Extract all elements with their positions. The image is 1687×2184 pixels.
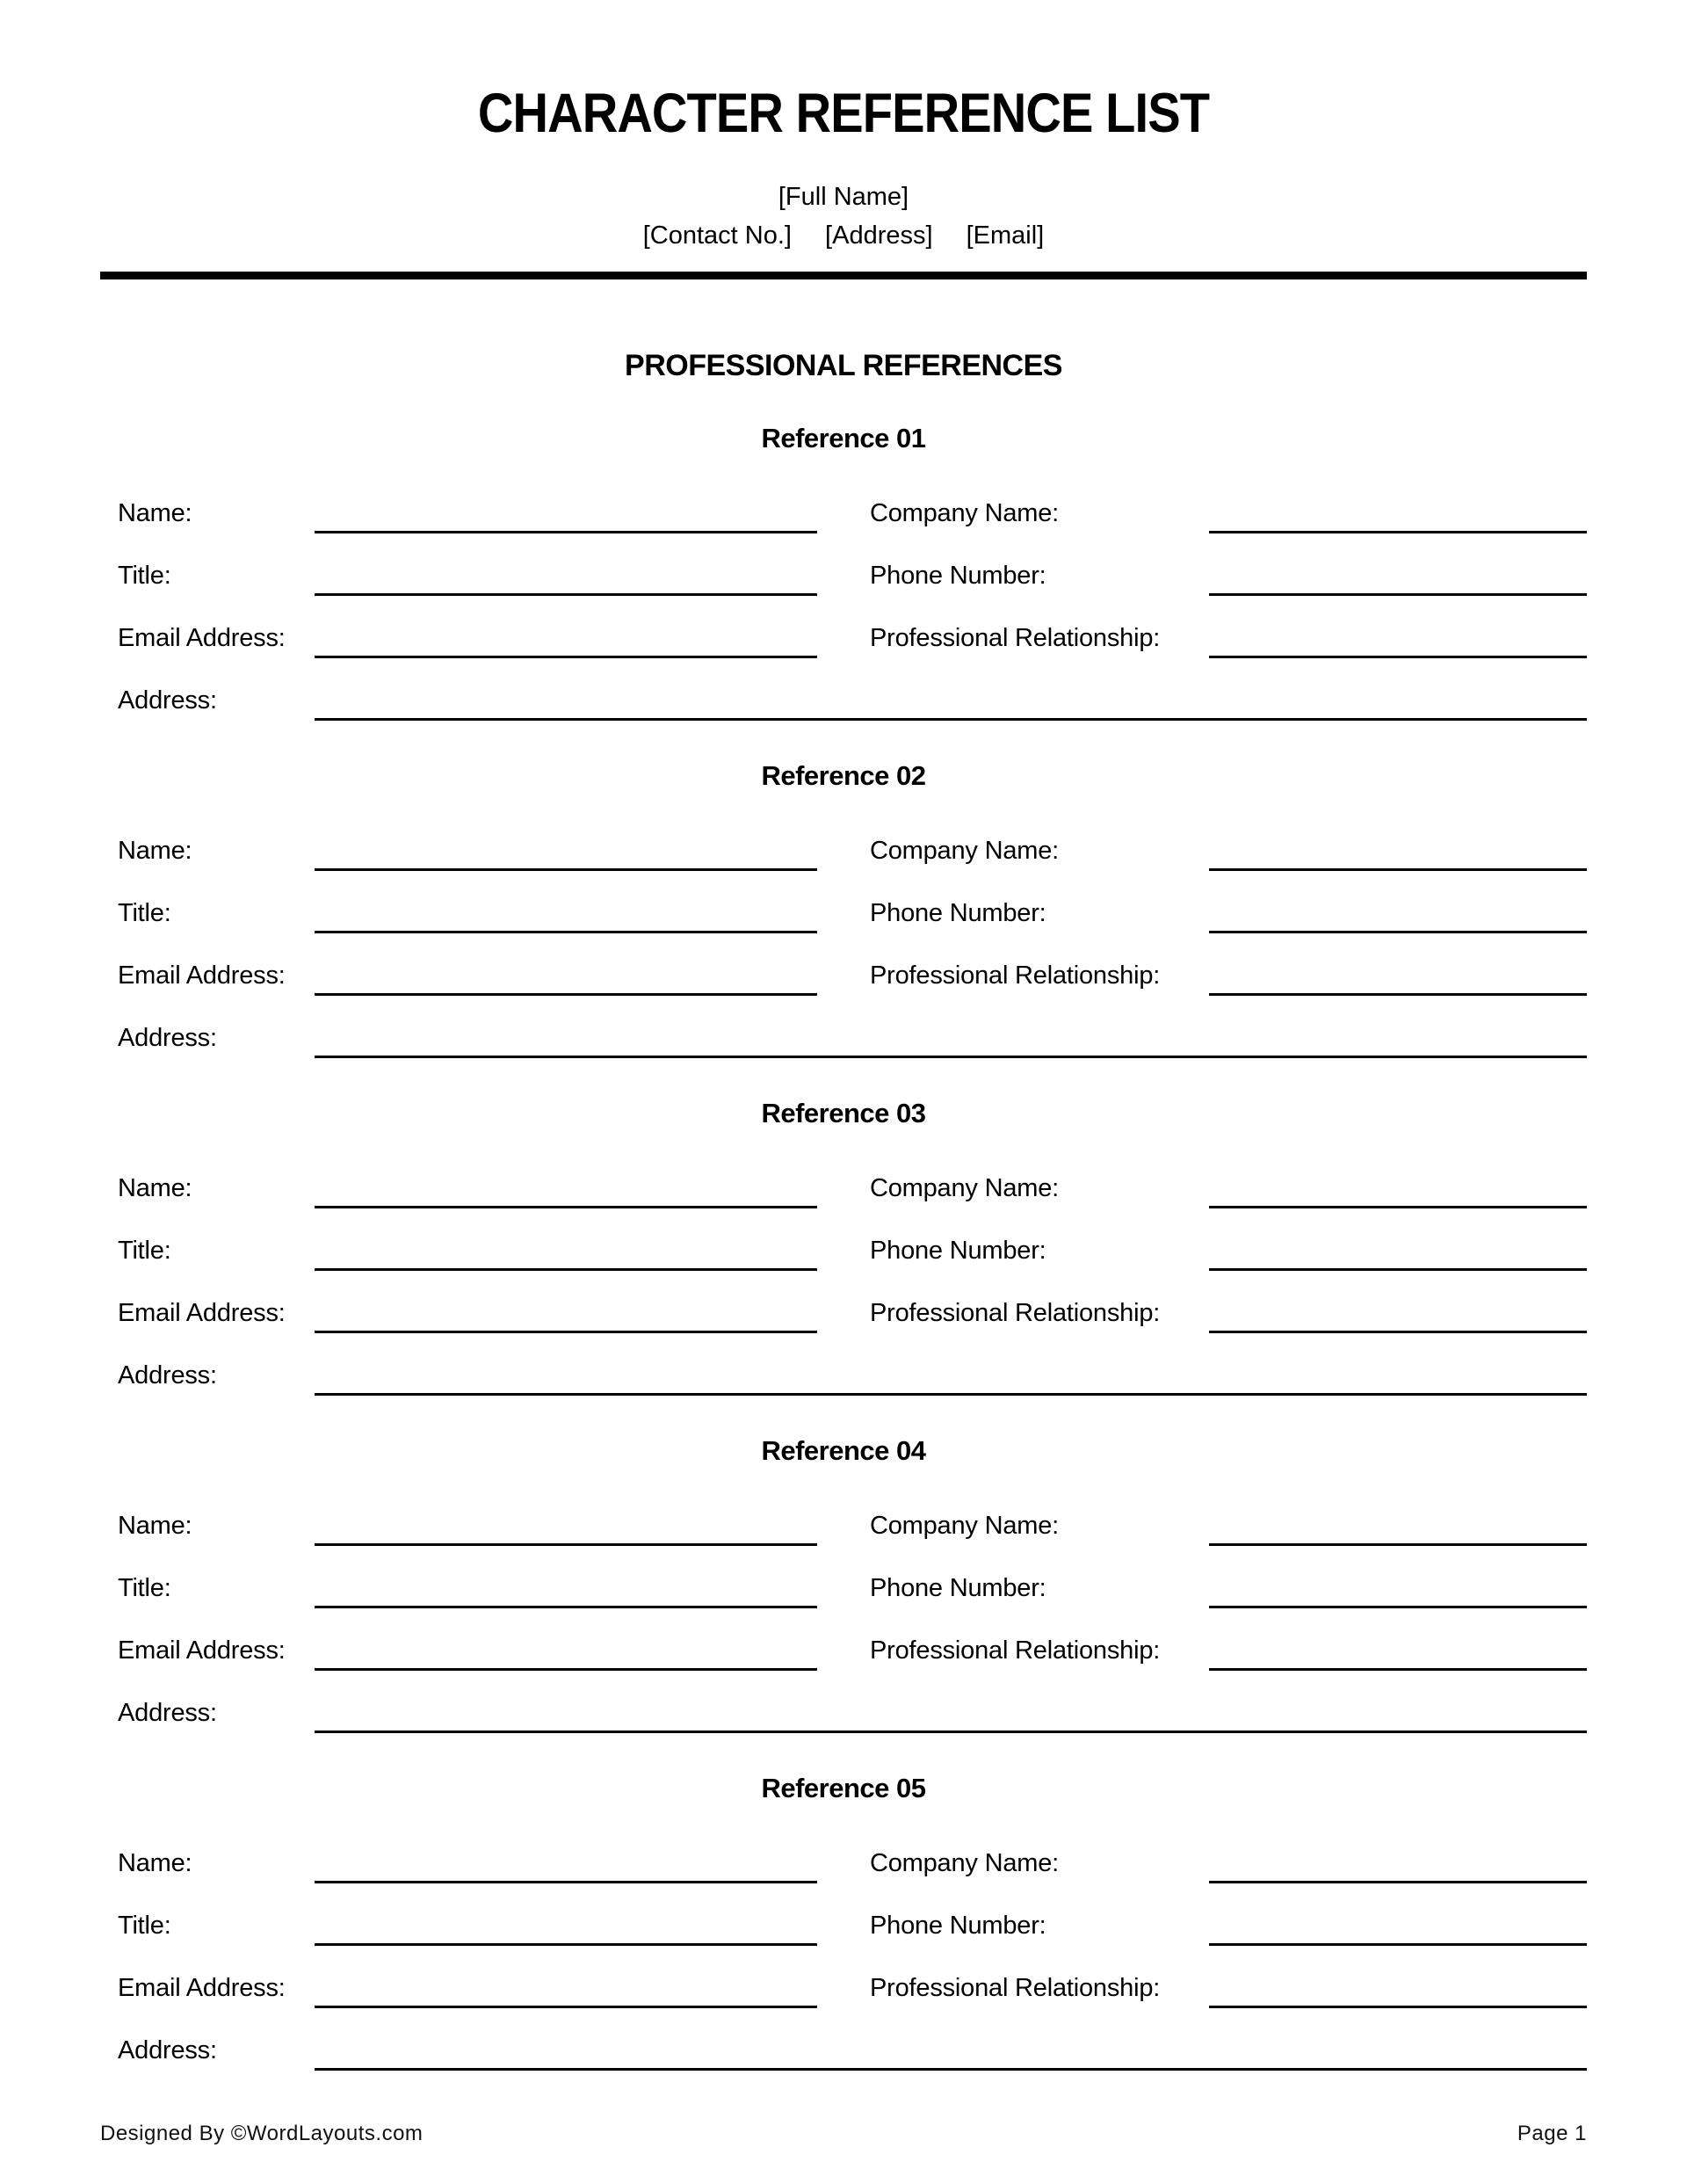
field-row: [100, 611, 1587, 658]
professional-relationship-input-line[interactable]: [1209, 611, 1587, 658]
email-address-input-line[interactable]: [315, 1623, 817, 1671]
field-row: [100, 1348, 1587, 1396]
title-input-line[interactable]: [315, 1561, 817, 1608]
reference-section-05: [100, 1772, 1587, 2071]
email-placeholder: [Email]: [966, 221, 1045, 250]
name-label: Name:: [118, 1512, 192, 1540]
phone-number-input-line[interactable]: [1209, 1898, 1587, 1946]
full-name-placeholder: [Full Name]: [778, 183, 909, 211]
company-name-label: Company Name:: [870, 1512, 1059, 1540]
field-row: [100, 673, 1587, 721]
address-label: Address:: [118, 686, 217, 715]
company-name-input-line[interactable]: [1209, 1498, 1587, 1546]
address-label: Address:: [118, 1699, 217, 1727]
company-name-label: Company Name:: [870, 837, 1059, 865]
professional-references-heading: PROFESSIONAL REFERENCES: [625, 349, 1062, 382]
page-title: CHARACTER REFERENCE LIST: [477, 83, 1210, 144]
phone-number-label: Phone Number:: [870, 899, 1046, 927]
field-row: [100, 1498, 1587, 1546]
title-label: Title:: [118, 562, 171, 590]
name-label: Name:: [118, 1849, 192, 1877]
company-name-input-line[interactable]: [1209, 1161, 1587, 1208]
contact-no-placeholder: [Contact No.]: [642, 221, 792, 250]
address-input-line[interactable]: [315, 673, 1587, 721]
title-label: Title:: [118, 1574, 171, 1602]
phone-number-label: Phone Number:: [870, 1574, 1046, 1602]
field-row: [100, 1686, 1587, 1733]
phone-number-input-line[interactable]: [1209, 886, 1587, 933]
document-header: [100, 84, 1587, 279]
field-row: [100, 1836, 1587, 1883]
field-row: [100, 486, 1587, 533]
reference-heading: Reference 02: [761, 760, 926, 791]
email-address-input-line[interactable]: [315, 611, 817, 658]
email-address-label: Email Address:: [118, 624, 286, 652]
field-row: [100, 1623, 1587, 1671]
email-address-input-line[interactable]: [315, 1286, 817, 1333]
field-row: [100, 948, 1587, 996]
reference-section-02: [100, 759, 1587, 1058]
email-address-label: Email Address:: [118, 1299, 286, 1327]
address-input-line[interactable]: [315, 1011, 1587, 1058]
professional-relationship-input-line[interactable]: [1209, 1286, 1587, 1333]
reference-heading: Reference 04: [761, 1435, 926, 1466]
address-input-line[interactable]: [315, 1348, 1587, 1396]
name-input-line[interactable]: [315, 486, 817, 533]
title-label: Title:: [118, 899, 171, 927]
field-row: [100, 1161, 1587, 1208]
email-address-label: Email Address:: [118, 1974, 286, 2002]
company-name-label: Company Name:: [870, 1174, 1059, 1202]
address-placeholder: [Address]: [825, 221, 933, 250]
title-label: Title:: [118, 1912, 171, 1940]
name-input-line[interactable]: [315, 1161, 817, 1208]
address-input-line[interactable]: [315, 1686, 1587, 1733]
phone-number-label: Phone Number:: [870, 1237, 1046, 1265]
title-label: Title:: [118, 1237, 171, 1265]
professional-relationship-input-line[interactable]: [1209, 948, 1587, 996]
professional-relationship-label: Professional Relationship:: [870, 961, 1161, 990]
professional-relationship-input-line[interactable]: [1209, 1623, 1587, 1671]
professional-relationship-label: Professional Relationship:: [870, 1299, 1161, 1327]
phone-number-input-line[interactable]: [1209, 1223, 1587, 1271]
professional-relationship-label: Professional Relationship:: [870, 1974, 1161, 2002]
address-label: Address:: [118, 1361, 217, 1389]
field-row: [100, 1011, 1587, 1058]
professional-relationship-input-line[interactable]: [1209, 1961, 1587, 2008]
name-label: Name:: [118, 837, 192, 865]
company-name-label: Company Name:: [870, 1849, 1059, 1877]
field-row: [100, 1961, 1587, 2008]
address-input-line[interactable]: [315, 2023, 1587, 2071]
company-name-label: Company Name:: [870, 499, 1059, 527]
address-label: Address:: [118, 1024, 217, 1052]
name-input-line[interactable]: [315, 1498, 817, 1546]
name-label: Name:: [118, 499, 192, 527]
reference-section-03: [100, 1097, 1587, 1396]
title-input-line[interactable]: [315, 1898, 817, 1946]
address-label: Address:: [118, 2036, 217, 2064]
email-address-input-line[interactable]: [315, 1961, 817, 2008]
company-name-input-line[interactable]: [1209, 824, 1587, 871]
field-row: [100, 1286, 1587, 1333]
page-number: Page 1: [1517, 2122, 1587, 2145]
field-row: [100, 824, 1587, 871]
footer-credit: Designed By ©WordLayouts.com: [100, 2122, 424, 2145]
reference-section-04: [100, 1434, 1587, 1733]
phone-number-input-line[interactable]: [1209, 548, 1587, 596]
name-input-line[interactable]: [315, 824, 817, 871]
field-row: [100, 1223, 1587, 1271]
phone-number-label: Phone Number:: [870, 562, 1046, 590]
field-row: [100, 1561, 1587, 1608]
name-input-line[interactable]: [315, 1836, 817, 1883]
name-label: Name:: [118, 1174, 192, 1202]
email-address-input-line[interactable]: [315, 948, 817, 996]
field-row: [100, 1898, 1587, 1946]
field-row: [100, 2023, 1587, 2071]
reference-section-01: [100, 422, 1587, 721]
company-name-input-line[interactable]: [1209, 486, 1587, 533]
phone-number-input-line[interactable]: [1209, 1561, 1587, 1608]
page-footer: [100, 2122, 1587, 2145]
phone-number-label: Phone Number:: [870, 1912, 1046, 1940]
professional-relationship-label: Professional Relationship:: [870, 1636, 1161, 1665]
reference-heading: Reference 01: [761, 423, 926, 453]
title-input-line[interactable]: [315, 886, 817, 933]
title-input-line[interactable]: [315, 548, 817, 596]
email-address-label: Email Address:: [118, 961, 286, 990]
email-address-label: Email Address:: [118, 1636, 286, 1665]
reference-heading: Reference 05: [761, 1773, 926, 1803]
contact-placeholder-line: [100, 216, 1587, 255]
header-divider-rule: [100, 272, 1587, 279]
reference-heading: Reference 03: [761, 1098, 926, 1128]
title-input-line[interactable]: [315, 1223, 817, 1271]
professional-relationship-label: Professional Relationship:: [870, 624, 1161, 652]
field-row: [100, 886, 1587, 933]
company-name-input-line[interactable]: [1209, 1836, 1587, 1883]
field-row: [100, 548, 1587, 596]
